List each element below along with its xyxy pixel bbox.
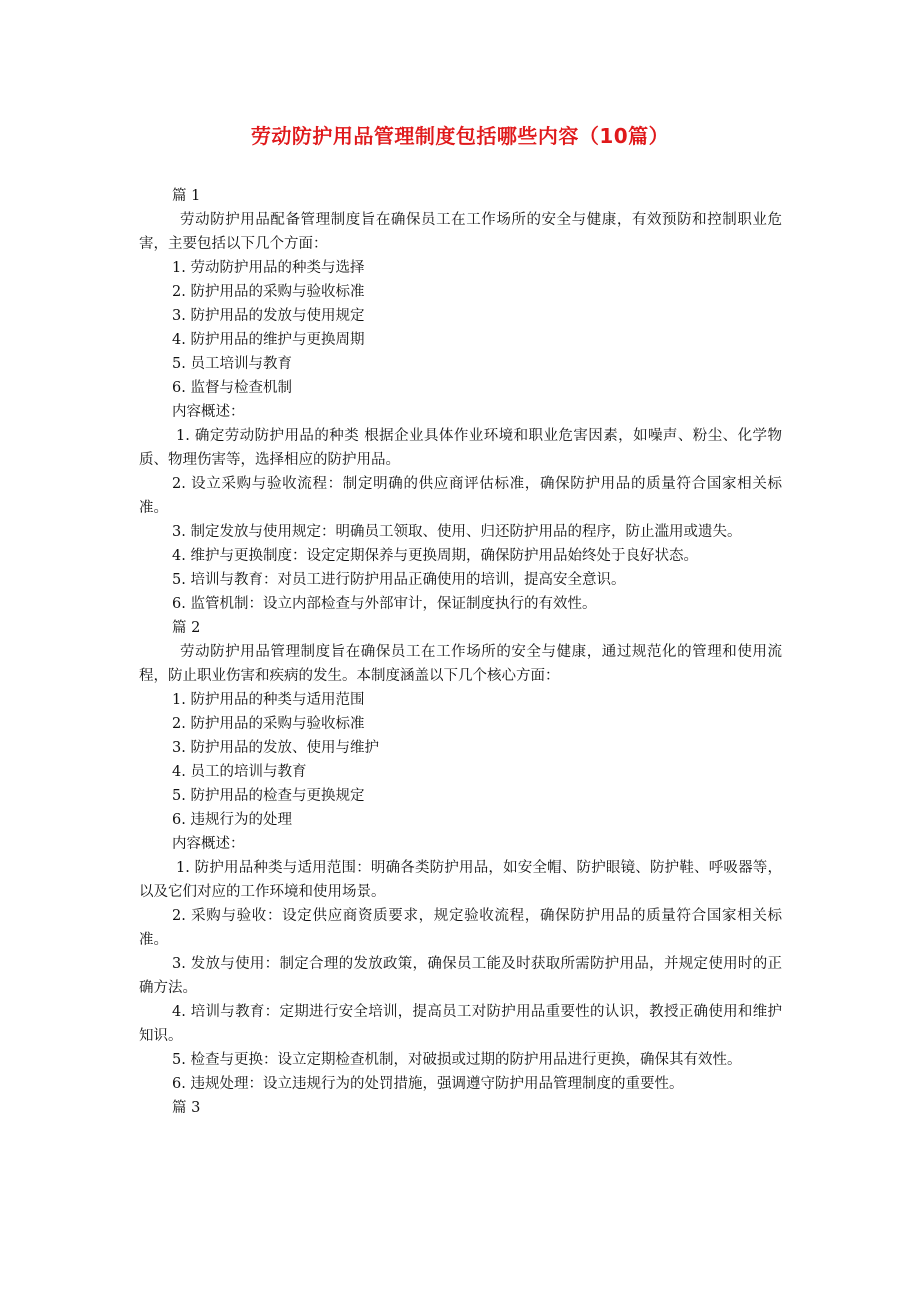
- list-item: 1. 劳动防护用品的种类与选择: [172, 260, 365, 276]
- section-intro: 劳动防护用品管理制度旨在确保员工在工作场所的安全与健康，通过规范化的管理和使用流程，防止职业伤害和疾病的发生。本制度涵盖以下几个核心方面：: [139, 644, 782, 684]
- list-item: 5. 防护用品的检查与更换规定: [172, 788, 365, 804]
- list-item: 6. 违规行为的处理: [172, 812, 292, 828]
- detail-paragraph: 6. 监管机制：设立内部检查与外部审计，保证制度执行的有效性。: [172, 596, 597, 612]
- document-title: 劳动防护用品管理制度包括哪些内容（10篇）: [250, 124, 670, 148]
- section-heading: 篇 2: [172, 620, 201, 636]
- list-item: 4. 员工的培训与教育: [172, 764, 307, 780]
- list-item: 2. 防护用品的采购与验收标准: [172, 284, 365, 300]
- detail-paragraph: 3. 制定发放与使用规定：明确员工领取、使用、归还防护用品的程序，防止滥用或遗失。: [172, 524, 742, 540]
- overview-label: 内容概述：: [172, 404, 245, 420]
- list-item: 2. 防护用品的采购与验收标准: [172, 716, 365, 732]
- detail-paragraph: 1. 确定劳动防护用品的种类 根据企业具体作业环境和职业危害因素，如噪声、粉尘、化学物质、物理伤害等，选择相应的防护用品。: [139, 428, 782, 468]
- document-body: [139, 184, 782, 1120]
- list-item: 3. 防护用品的发放、使用与维护: [172, 740, 379, 756]
- section-intro: 劳动防护用品配备管理制度旨在确保员工在工作场所的安全与健康，有效预防和控制职业危害，主要包括以下几个方面：: [139, 212, 782, 252]
- detail-paragraph: 6. 违规处理：设立违规行为的处罚措施，强调遵守防护用品管理制度的重要性。: [172, 1076, 684, 1092]
- overview-label: 内容概述：: [172, 836, 245, 852]
- detail-paragraph: 1. 防护用品种类与适用范围：明确各类防护用品，如安全帽、防护眼镜、防护鞋、呼吸器等，以及它们对应的工作环境和使用场景。: [139, 860, 782, 900]
- list-item: 1. 防护用品的种类与适用范围: [172, 692, 365, 708]
- list-item: 4. 防护用品的维护与更换周期: [172, 332, 365, 348]
- list-item: 6. 监督与检查机制: [172, 380, 292, 396]
- detail-paragraph: 4. 培训与教育：定期进行安全培训，提高员工对防护用品重要性的认识，教授正确使用和维护知识。: [139, 1004, 782, 1044]
- detail-paragraph: 2. 设立采购与验收流程：制定明确的供应商评估标准，确保防护用品的质量符合国家相关标准。: [139, 476, 782, 516]
- detail-paragraph: 5. 检查与更换：设立定期检查机制，对破损或过期的防护用品进行更换，确保其有效性。: [172, 1052, 742, 1068]
- detail-paragraph: 5. 培训与教育：对员工进行防护用品正确使用的培训，提高安全意识。: [172, 572, 626, 588]
- detail-paragraph: 3. 发放与使用：制定合理的发放政策，确保员工能及时获取所需防护用品，并规定使用时的正确方法。: [139, 956, 782, 996]
- list-item: 5. 员工培训与教育: [172, 356, 292, 372]
- section-heading: 篇 1: [172, 188, 201, 204]
- detail-paragraph: 4. 维护与更换制度：设定定期保养与更换周期，确保防护用品始终处于良好状态。: [172, 548, 698, 564]
- list-item: 3. 防护用品的发放与使用规定: [172, 308, 365, 324]
- section-heading: 篇 3: [172, 1100, 201, 1116]
- detail-paragraph: 2. 采购与验收：设定供应商资质要求，规定验收流程，确保防护用品的质量符合国家相关标准。: [139, 908, 782, 948]
